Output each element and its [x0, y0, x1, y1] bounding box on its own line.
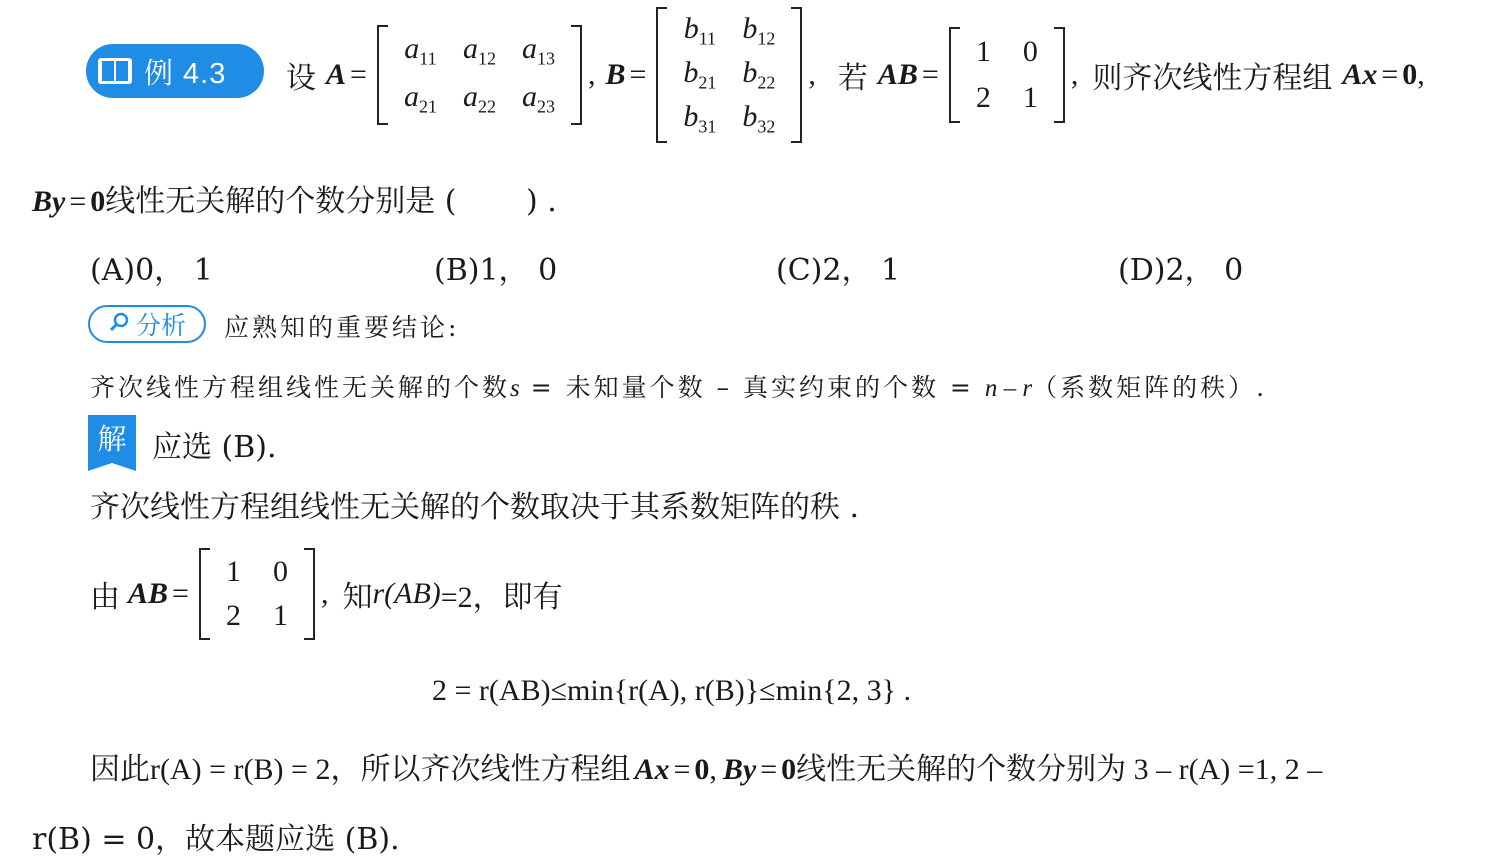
matrix-ab2-cell-2: 2 [225, 599, 241, 632]
matrix-b-cell-4: $b_{31}$ [683, 100, 717, 137]
solution-label: 解 [88, 415, 136, 459]
solution-line-4 [90, 744, 1322, 788]
comma: , [320, 577, 329, 610]
problem-then: 则齐次线性方程组 [1092, 61, 1333, 96]
solution-last-c: 线性无关解的个数分别为 3 – r(A) =1, 2 – [796, 753, 1323, 786]
matrix-ab-cell-2: 2 [975, 81, 991, 114]
solution-badge [88, 415, 136, 469]
matrix-ab-cell-0: 1 [975, 35, 991, 68]
var-Ax: Ax [634, 753, 670, 786]
analysis-label: 分析 [135, 312, 186, 340]
var-AB: AB [128, 577, 169, 610]
comma: , [808, 58, 816, 91]
zero: 0 [1402, 58, 1418, 91]
problem-she: 设 [286, 61, 316, 96]
var-AB: AB [877, 58, 918, 91]
matrix-ab2-cell-0: 1 [225, 555, 241, 588]
analysis-line-c: （系数矩阵的秩）. [1032, 373, 1268, 402]
matrix-A [377, 25, 582, 125]
matrix-b-cell-2: $b_{21}$ [683, 56, 717, 93]
eq-sign: = [350, 58, 367, 91]
var-s: s [510, 375, 520, 402]
matrix-ab-cell-1: 0 [1022, 35, 1038, 68]
comma: , [1070, 58, 1079, 91]
book-icon [96, 54, 134, 88]
matrix-a-cell-0: $a_{11}$ [404, 32, 437, 69]
eq-sign: = [69, 185, 87, 218]
matrix-AB [949, 27, 1065, 123]
eq-sign: = [760, 753, 778, 786]
example-badge [86, 44, 264, 98]
matrix-b-cell-5: $b_{32}$ [742, 100, 776, 137]
eq-sign: = [921, 58, 939, 91]
var-By: By [32, 185, 66, 218]
matrix-ab2-cell-1: 0 [272, 555, 288, 588]
search-icon [108, 311, 130, 337]
eq-sign: = [1381, 58, 1399, 91]
analysis-conclusion [90, 368, 1267, 404]
eq-sign: = [172, 577, 189, 610]
analysis-line-a: 齐次线性方程组线性无关解的个数 [90, 373, 511, 402]
solution-you: 由 [90, 580, 120, 615]
var-A: A [326, 58, 347, 91]
zero: 0 [90, 185, 106, 218]
var-By: By [722, 753, 757, 786]
eq-sign: = [673, 753, 691, 786]
solution-last-b: r(A) = r(B) = 2，所以齐次线性方程组 [150, 753, 631, 786]
matrix-ab2-cell-3: 1 [272, 599, 288, 632]
comma: , [709, 753, 717, 786]
analysis-heading: 应熟知的重要结论: [224, 313, 460, 342]
matrix-B [656, 7, 802, 143]
solution-zhi: 知 [342, 580, 373, 615]
solution-eq2: =2，即有 [440, 581, 563, 614]
var-n-minus-r: n – r [984, 375, 1033, 402]
problem-line-1 [286, 0, 1425, 150]
zero: 0 [694, 753, 710, 786]
option-b: (B)1， 0 [434, 253, 558, 288]
problem-line-2 [32, 176, 557, 220]
eq-sign: = [629, 58, 647, 91]
solution-inequality: 2 = r(AB)≤min{r(A), r(B)}≤min{2, 3} . [432, 674, 912, 707]
zero: 0 [781, 753, 797, 786]
comma: , [587, 58, 596, 91]
example-label: 例 4.3 [144, 57, 227, 90]
solution-line-2 [90, 548, 563, 640]
matrix-a-cell-3: $a_{21}$ [403, 80, 437, 117]
expr-rAB: r(AB) [372, 577, 441, 610]
matrix-a-cell-5: $a_{23}$ [521, 80, 555, 117]
option-a: (A)0， 1 [90, 253, 213, 288]
problem-ruo: 若 [837, 61, 868, 96]
solution-line-5: r(B) = 0，故本题应选 (B). [32, 822, 400, 857]
var-Ax: Ax [1342, 58, 1378, 91]
var-B: B [605, 58, 626, 91]
comma: , [1417, 58, 1425, 91]
matrix-AB-2 [199, 548, 315, 640]
matrix-b-cell-3: $b_{22}$ [742, 56, 776, 93]
option-c: (C)2， 1 [776, 253, 901, 288]
analysis-line-b: = 未知量个数 – 真实约束的个数 = [519, 373, 985, 402]
matrix-a-cell-4: $a_{22}$ [462, 80, 496, 117]
solution-last-a: 因此 [90, 752, 150, 787]
analysis-badge [88, 305, 206, 343]
solution-answer: 应选 (B). [152, 430, 277, 465]
matrix-b-cell-1: $b_{12}$ [742, 12, 776, 49]
problem-line-2-rest: 线性无关解的个数分别是 ( ) . [105, 184, 557, 219]
solution-line-1: 齐次线性方程组线性无关解的个数取决于其系数矩阵的秩 . [90, 490, 860, 525]
matrix-b-cell-0: $b_{11}$ [683, 12, 717, 49]
matrix-a-cell-1: $a_{12}$ [462, 32, 496, 69]
option-d: (D)2， 0 [1118, 253, 1244, 288]
matrix-ab-cell-3: 1 [1022, 81, 1038, 114]
matrix-a-cell-2: $a_{13}$ [521, 32, 555, 69]
